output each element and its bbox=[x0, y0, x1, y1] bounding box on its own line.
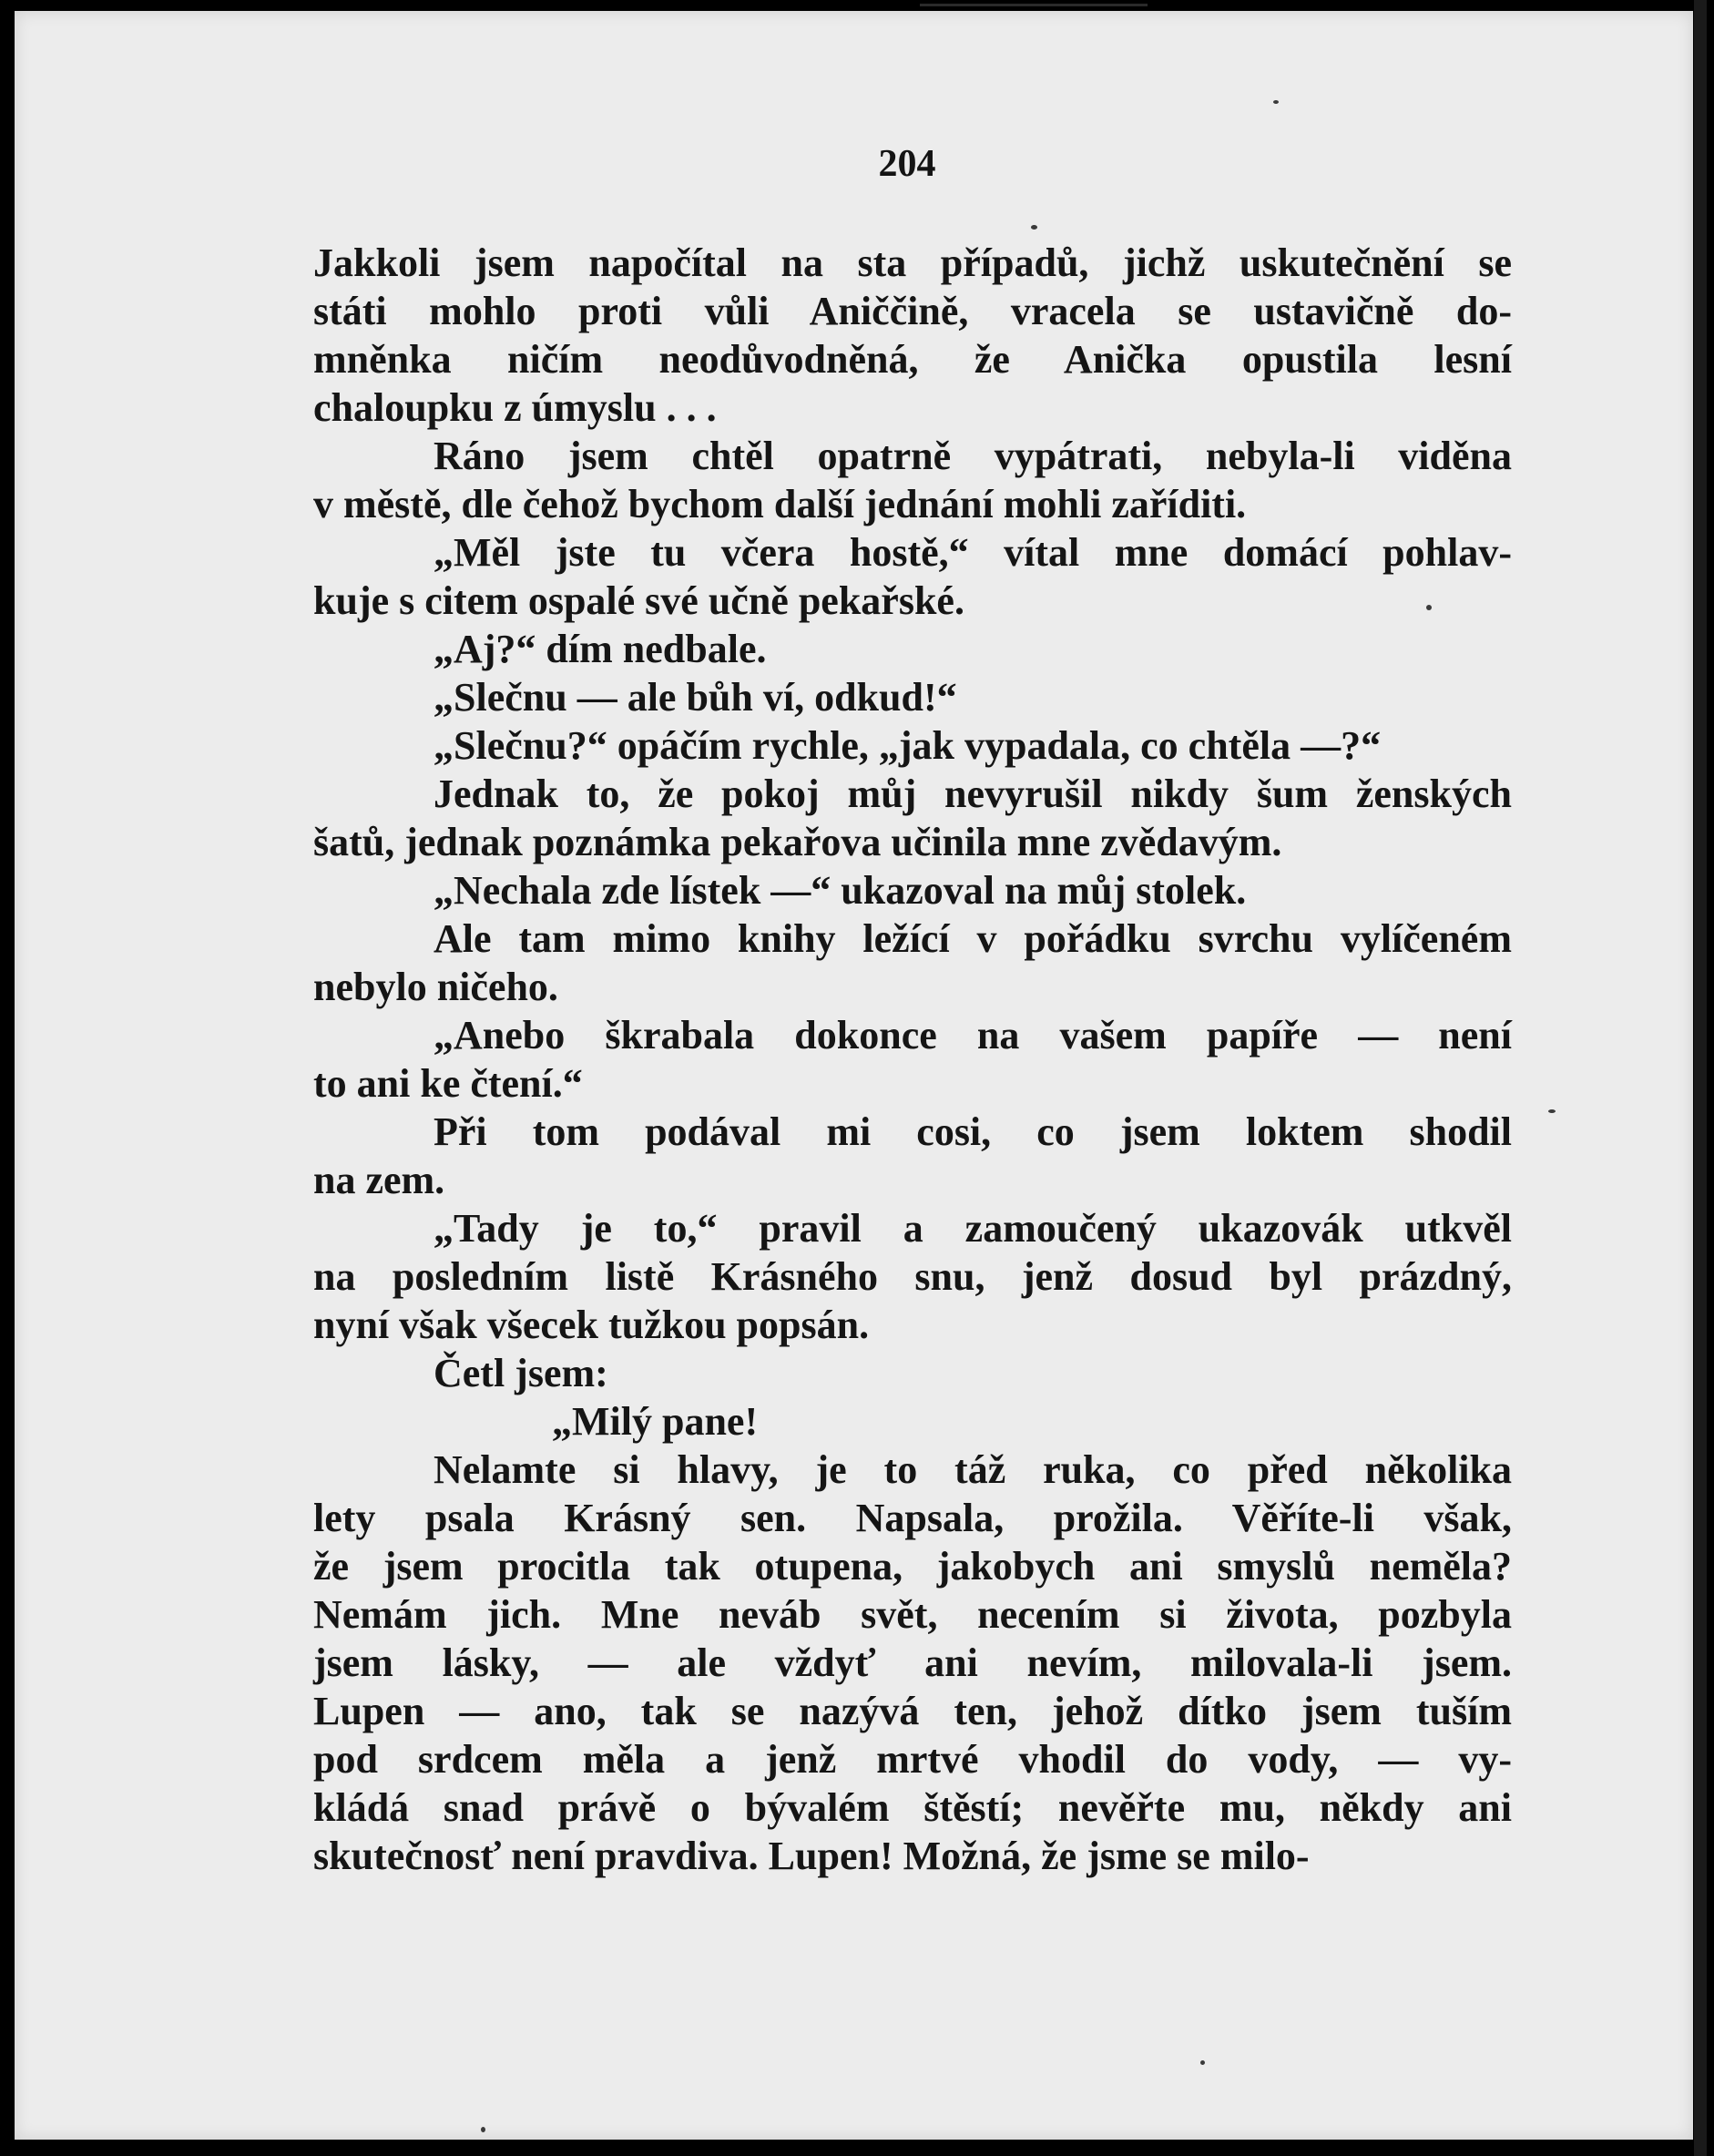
paragraph bbox=[313, 1204, 1512, 1349]
paragraph bbox=[313, 1446, 1512, 1880]
text-line: nyní však všecek tužkou popsán. bbox=[313, 1303, 870, 1347]
text-line: „Anebo škrabala dokonce na vašem papíře — není bbox=[434, 1013, 1512, 1058]
paragraph bbox=[313, 1108, 1512, 1204]
paragraph bbox=[313, 432, 1512, 528]
page-edge-shadow bbox=[1694, 0, 1707, 2156]
text-line: Lupen — ano, tak se nazývá ten, jehož dítko jsem tuším bbox=[313, 1689, 1512, 1733]
paragraph bbox=[313, 1349, 1512, 1397]
scan-speck bbox=[481, 2127, 485, 2132]
text-line: Nemám jich. Mne neváb svět, necením si života, pozbyla bbox=[313, 1592, 1512, 1637]
text-line: Ráno jsem chtěl opatrně vypátrati, nebyla-li viděna bbox=[434, 434, 1512, 478]
text-line: Ale tam mimo knihy ležící v pořádku svrchu vylíčeném bbox=[434, 916, 1512, 961]
text-line: „Měl jste tu včera hostě,“ vítal mne domácí pohlav- bbox=[434, 530, 1512, 575]
text-line: „Slečnu?“ opáčím rychle, „jak vypadala, co chtěla —?“ bbox=[434, 723, 1382, 768]
paragraph bbox=[313, 673, 1512, 721]
paragraph bbox=[313, 1011, 1512, 1108]
text-line: že jsem procitla tak otupena, jakobych ani smyslů neměla? bbox=[313, 1544, 1512, 1589]
paragraph bbox=[313, 528, 1512, 625]
text-line: Při tom podával mi cosi, co jsem loktem shodil bbox=[434, 1109, 1512, 1154]
text-line: jsem lásky, — ale vždyť ani nevím, milovala-li jsem. bbox=[313, 1640, 1512, 1685]
text-line: Četl jsem: bbox=[434, 1351, 608, 1395]
letter-body bbox=[313, 1446, 1512, 1880]
text-line: státi mohlo proti vůli Aniččině, vracela se ustavičně do- bbox=[313, 289, 1512, 333]
narrative-paragraphs bbox=[313, 239, 1512, 1397]
text-line: Jakkoli jsem napočítal na sta případů, jichž uskutečnění se bbox=[313, 240, 1512, 285]
text-line: lety psala Krásný sen. Napsala, prožila. Věříte-li však, bbox=[313, 1496, 1512, 1540]
letter-salutation: „Milý pane! bbox=[552, 1399, 759, 1444]
text-line: „Nechala zde lístek —“ ukazoval na můj stolek. bbox=[434, 868, 1247, 913]
body-text bbox=[313, 239, 1512, 1880]
paragraph bbox=[313, 915, 1512, 1011]
text-line: chaloupku z úmyslu . . . bbox=[313, 385, 717, 430]
text-line: „Slečnu — ale bůh ví, odkud!“ bbox=[434, 675, 957, 720]
text-line: na posledním listě Krásného snu, jenž dosud byl prázdný, bbox=[313, 1254, 1512, 1299]
paragraph bbox=[313, 770, 1512, 866]
text-line: kuje s citem ospalé své učně pekařské. bbox=[313, 578, 964, 623]
scan-speck bbox=[1273, 100, 1279, 104]
paragraph bbox=[313, 239, 1512, 432]
text-line: kládá snad právě o bývalém štěstí; nevěřte mu, někdy ani bbox=[313, 1785, 1512, 1830]
scan-speck bbox=[1548, 1109, 1556, 1113]
text-line: skutečnosť není pravdiva. Lupen! Možná, že jsme se milo- bbox=[313, 1834, 1310, 1878]
text-line: mněnka ničím neodůvodněná, že Anička opustila lesní bbox=[313, 337, 1512, 382]
scan-edge-mark bbox=[920, 4, 1148, 6]
scan-speck bbox=[1426, 605, 1432, 610]
text-line: to ani ke čtení.“ bbox=[313, 1061, 583, 1106]
paragraph bbox=[313, 866, 1512, 915]
text-line: nebylo ničeho. bbox=[313, 965, 558, 1009]
text-line: v městě, dle čehož bychom další jednání mohli zaříditi. bbox=[313, 482, 1247, 526]
text-line: „Aj?“ dím nedbale. bbox=[434, 627, 767, 671]
scan-speck bbox=[1200, 2060, 1205, 2065]
paragraph bbox=[313, 721, 1512, 770]
text-line: na zem. bbox=[313, 1158, 445, 1202]
text-line: pod srdcem měla a jenž mrtvé vhodil do vody, — vy- bbox=[313, 1737, 1512, 1782]
text-line: Jednak to, že pokoj můj nevyrušil nikdy šum ženských bbox=[434, 771, 1512, 816]
text-line: Nelamte si hlavy, je to táž ruka, co před několika bbox=[434, 1447, 1512, 1492]
page-number: 204 bbox=[878, 143, 936, 185]
text-line: šatů, jednak poznámka pekařova učinila mne zvědavým. bbox=[313, 820, 1282, 864]
paragraph bbox=[313, 625, 1512, 673]
text-line: „Tady je to,“ pravil a zamoučený ukazovák utkvěl bbox=[434, 1206, 1512, 1251]
scan-speck bbox=[1031, 225, 1037, 230]
